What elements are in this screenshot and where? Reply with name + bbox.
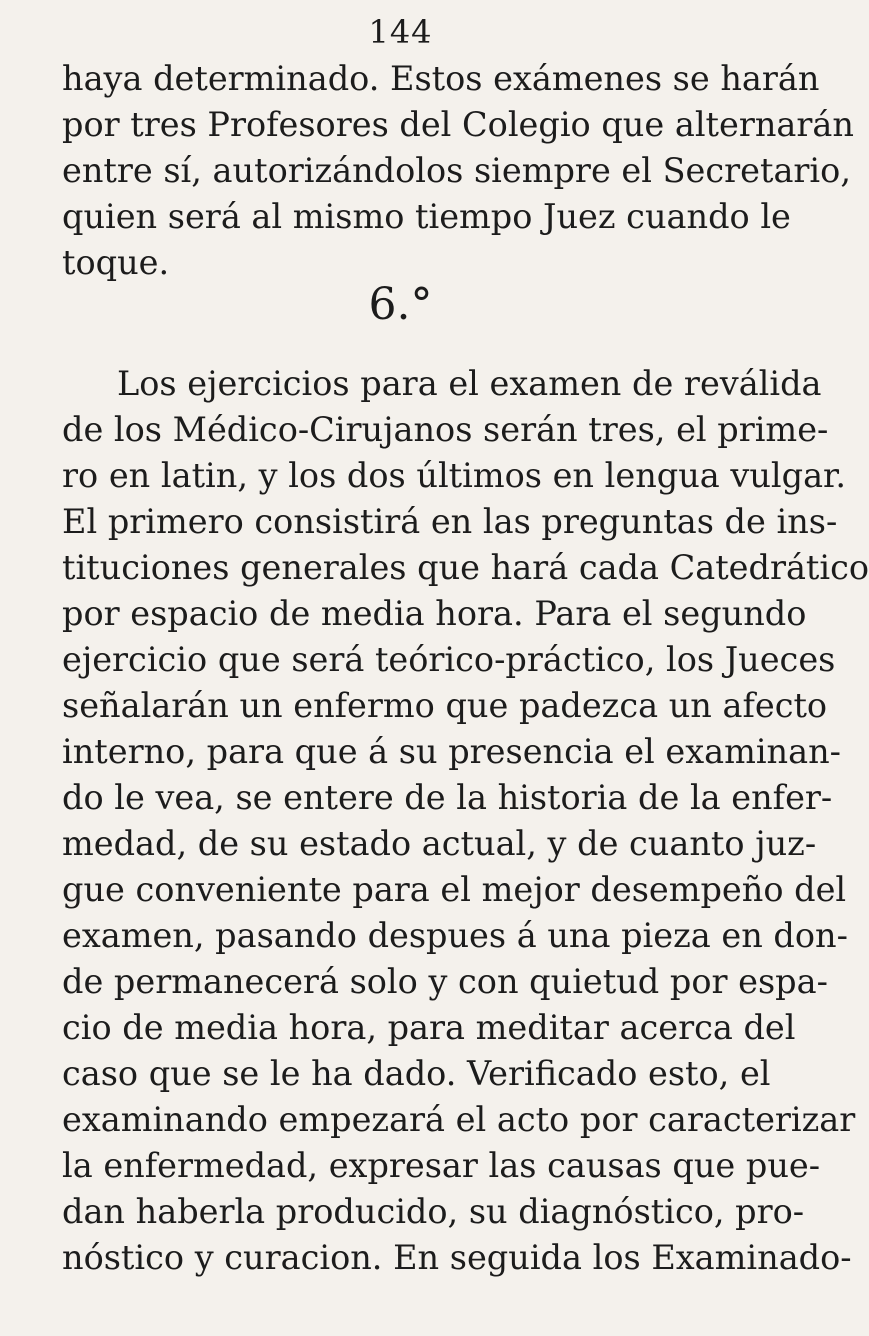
text-line: examinando empezará el acto por caracterizar bbox=[62, 1100, 856, 1139]
text-line: ro en latin, y los dos últimos en lengua vulgar. bbox=[62, 456, 847, 495]
text-line: cio de media hora, para meditar acerca del bbox=[62, 1008, 796, 1047]
text-line: El primero consistirá en las preguntas de ins- bbox=[62, 502, 838, 541]
text-line: haya determinado. Estos exámenes se harán bbox=[62, 59, 820, 98]
text-line: señalarán un enfermo que padezca un afecto bbox=[62, 686, 828, 725]
text-line: tituciones generales que hará cada Catedrático bbox=[62, 548, 869, 587]
text-line: de los Médico-Cirujanos serán tres, el prime- bbox=[62, 410, 829, 449]
text-line: gue conveniente para el mejor desempeño del bbox=[62, 870, 847, 909]
text-line: entre sí, autorizándolos siempre el Secretario, bbox=[62, 151, 851, 190]
text-line: por espacio de media hora. Para el segundo bbox=[62, 594, 807, 633]
text-line: quien será al mismo tiempo Juez cuando le bbox=[62, 197, 791, 236]
text-line: do le vea, se entere de la historia de la enfer- bbox=[62, 778, 833, 817]
text-line: ejercicio que será teórico-práctico, los Jueces bbox=[62, 640, 836, 679]
text-line: por tres Profesores del Colegio que alternarán bbox=[62, 105, 854, 144]
text-line: dan haberla producido, su diagnóstico, pro- bbox=[62, 1192, 805, 1231]
text-line: caso que se le ha dado. Verificado esto, el bbox=[62, 1054, 771, 1093]
text-line: medad, de su estado actual, y de cuanto juz- bbox=[62, 824, 817, 863]
page-number: 144 bbox=[368, 13, 433, 51]
text-line: nóstico y curacion. En seguida los Examinado- bbox=[62, 1238, 852, 1277]
text-line: Los ejercicios para el examen de reválida bbox=[117, 364, 822, 403]
text-line: la enfermedad, expresar las causas que pue- bbox=[62, 1146, 821, 1185]
section-number: 6.° bbox=[368, 279, 433, 330]
text-line: interno, para que á su presencia el examinan- bbox=[62, 732, 841, 771]
text-line: de permanecerá solo y con quietud por espa- bbox=[62, 962, 828, 1001]
text-line: toque. bbox=[62, 243, 170, 282]
text-line: examen, pasando despues á una pieza en don- bbox=[62, 916, 848, 955]
